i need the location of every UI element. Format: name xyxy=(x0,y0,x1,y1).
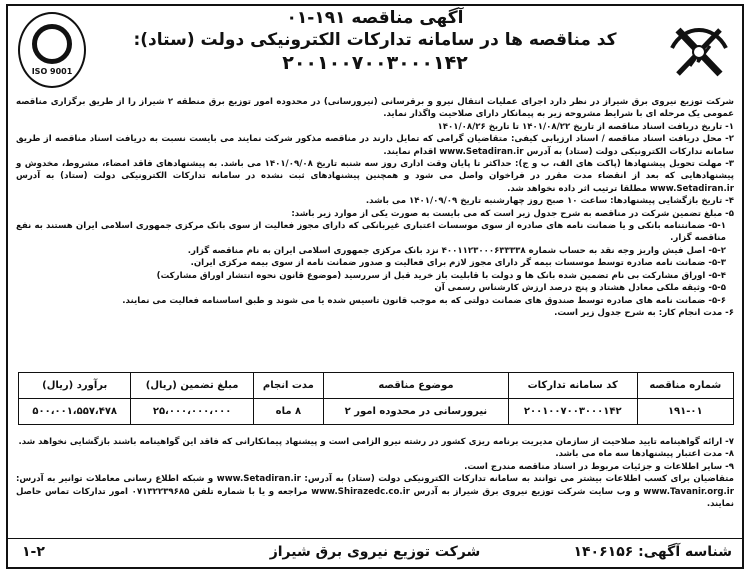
title-block xyxy=(98,6,652,74)
contact-paragraph: متقاضیان برای کسب اطلاعات بیشتر می توانند به سامانه تدارکات الکترونیکی دولت (ستاد) به آدرس: www.Setadiran.ir و شبکه اطلاع رسانی معاملات توانیر به آدرس: www.Tavanir.org.ir و وب سایت شرکت توزیع نیروی برق شیراز به آدرس www.Shirazedc.co.ir مراجعه و یا با شماره تلفن ۰۷۱۳۲۲۳۹۶۸۵ امور تدارکات تماس حاصل نمایند. xyxy=(16,474,734,510)
table-row xyxy=(19,399,734,425)
item-6: ۶- مدت انجام کار: به شرح جدول زیر است. xyxy=(554,307,734,318)
item-5-5: ۵-۵- وثیقه ملکی معادل هشتاد و پنج درصد ارزش کارشناس رسمی آن xyxy=(434,283,726,294)
item-5-6: ۵-۶- ضمانت نامه های صادره توسط صندوق های ضمانت دولتی که به موجب قانون تاسیس شده یا می شوند و طبق اساسنامه فعالیت می نمایند. xyxy=(122,295,726,306)
intro-paragraph: شرکت توزیع نیروی برق شیراز در نظر دارد اجرای عملیات انتقال نیرو و برقرسانی (نیرورسانی) در محدوده امور توزیع برق منطقه ۲ شیراز را از طریق برگزاری مناقصه عمومی یک مرحله ای با شرایط مشروحه زیر به پیمانکار دارای صلاحیت واگذار نماید. xyxy=(16,97,734,120)
item-5: ۵- مبلغ تضمین شرکت در مناقصه به شرح جدول زیر است که می بایست به صورت یکی از موارد زیر باشد: xyxy=(291,208,734,219)
iso-certification-logo xyxy=(18,12,86,88)
item-3: ۳- مهلت تحویل پیشنهادها (پاکت های الف، ب و ج): حداکثر تا پایان وقت اداری روز سه شنبه تاریخ ۱۴۰۱/۰۹/۰۸ می باشد. به پیشنهادهای فاقد امضاء، مشروط، مخدوش و پیشنهادهایی که بعد از انقضاء مدت مقرر در فراخوان واصل می شود و همچنین پیشنهادهای ثبت نشده در سامانه تدارکات الکترونیکی دولت (ستاد) به آدرس www.Setadiran.ir مطلقا ترتیب اثر داده نخواهد شد. xyxy=(16,159,735,194)
cell-guarantee: ۲۵،۰۰۰،۰۰۰،۰۰۰ xyxy=(131,399,253,425)
col-tender-number: شماره مناقصه xyxy=(637,373,733,399)
notice-body xyxy=(16,96,734,319)
cell-duration: ۸ ماه xyxy=(253,399,323,425)
table-header-row xyxy=(19,373,734,399)
col-setad-code: کد سامانه تدارکات xyxy=(508,373,637,399)
col-subject: موضوع مناقصه xyxy=(323,373,508,399)
item-5-1: ۵-۱- ضمانتنامه بانکی و یا ضمانت نامه های صادره از سوی موسسات اعتباری غیربانکی که دارای مجوز فعالیت از سوی بانک مرکزی جمهوری اسلامی ایران هستند به نفع مناقصه گزار. xyxy=(16,221,726,244)
item-1: ۱- تاریخ دریافت اسناد مناقصه از تاریخ ۱۴۰۱/۰۸/۲۲ تا تاریخ ۱۴۰۱/۰۸/۲۶ xyxy=(437,121,734,132)
item-8: ۸- مدت اعتبار پیشنهادها سه ماه می باشد. xyxy=(555,449,734,460)
item-5-3: ۵-۳- ضمانت نامه صادره توسط موسسات بیمه گر دارای مجوز لازم برای فعالیت و صدور ضمانت نامه از سوی بیمه مرکزی ایران. xyxy=(190,258,726,269)
col-estimate: برآورد (ریال) xyxy=(19,373,131,399)
item-9: ۹- سایر اطلاعات و جزئیات مربوط در اسناد مناقصه مندرج است. xyxy=(464,461,734,472)
cell-estimate: ۵۰۰،۰۰۱،۵۵۷،۴۷۸ xyxy=(19,399,131,425)
item-4: ۴- تاریخ بازگشایی پیشنهادها: ساعت ۱۰ صبح روز چهارشنبه تاریخ ۱۴۰۱/۰۹/۰۹ می باشد. xyxy=(365,196,734,207)
company-name: شرکت توزیع نیروی برق شیراز xyxy=(269,544,481,560)
page-number: ۱-۲ xyxy=(22,544,45,560)
notice-title: آگهی مناقصه ۱۹۱-۰۱ xyxy=(286,8,464,28)
logo-ring-icon xyxy=(32,24,72,64)
col-duration: مدت انجام xyxy=(253,373,323,399)
item-2: ۲- محل دریافت اسناد مناقصه / اسناد ارزیابی کیفی: متقاضیان گرامی که تمایل دارند در مناقصه مذکور شرکت نمایند می بایست نسبت به دریافت اسناد مناقصه از طریق سامانه تدارکات الکترونیکی دولت (ستاد) به آدرس www.Setadiran.ir اقدام نمایند. xyxy=(16,134,734,157)
notice-notes xyxy=(16,436,734,510)
notice-header xyxy=(8,6,742,94)
cell-subject: نیرورسانی در محدوده امور ۲ xyxy=(323,399,508,425)
tender-table xyxy=(18,372,734,425)
tender-notice xyxy=(6,4,744,569)
company-logo-icon xyxy=(664,16,734,86)
cell-tender-number: ۱۹۱-۰۱ xyxy=(637,399,733,425)
tender-code-value: ۲۰۰۱۰۰۷۰۰۳۰۰۰۱۴۲ xyxy=(282,52,468,74)
cell-setad-code: ۲۰۰۱۰۰۷۰۰۳۰۰۰۱۴۲ xyxy=(508,399,637,425)
item-5-4: ۵-۴- اوراق مشارکت بی نام تضمین شده بانک ها و دولت با قابلیت باز خرید قبل از سررسید (موضوع قانون نحوه انتشار اوراق مشارکت) xyxy=(156,270,726,281)
tender-code-label: کد مناقصه ها در سامانه تدارکات الکترونیکی دولت (ستاد): xyxy=(133,30,617,50)
col-guarantee: مبلغ تضمین (ریال) xyxy=(131,373,253,399)
item-7: ۷- ارائه گواهینامه تایید صلاحیت از سازمان مدیریت برنامه ریزی کشور در رشته نیرو الزامی است و پیشنهاد پیمانکارانی که فاقد این گواهینامه باشند بازگشایی نخواهد شد. xyxy=(18,437,734,447)
notice-footer xyxy=(8,538,742,567)
iso-label: ISO 9001 xyxy=(31,67,73,76)
item-5-2: ۵-۲- اصل فیش واریز وجه نقد به حساب شماره ۴۰۰۱۱۲۳۰۰۰۶۳۳۳۳۸ نزد بانک مرکزی جمهوری اسلامی ایران به نام مناقصه گزار. xyxy=(187,245,726,256)
ad-id: شناسه آگهی: ۱۴۰۶۱۵۶ xyxy=(573,544,732,560)
